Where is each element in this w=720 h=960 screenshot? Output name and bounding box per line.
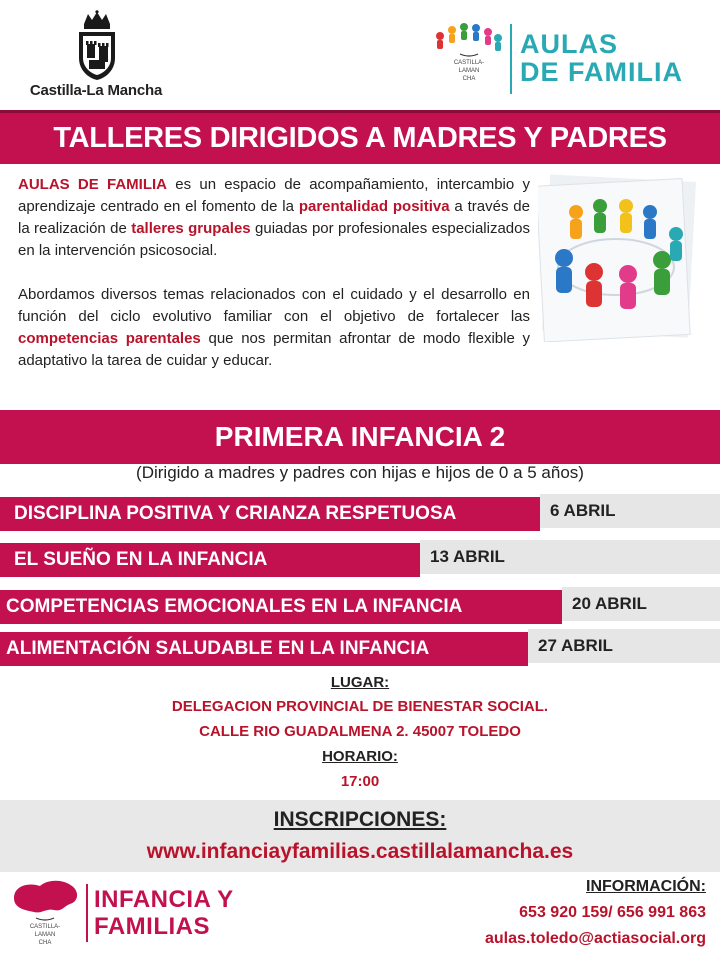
workshop-date: 6 ABRIL (540, 494, 720, 528)
people-circle-logo-icon (430, 22, 508, 92)
registration-link[interactable]: www.infanciayfamilias.castillalamancha.es (146, 840, 574, 863)
title-band (0, 110, 720, 164)
intro-paragraph-1 (18, 174, 530, 262)
info-email[interactable]: aulas.toledo@actiasocial.org (485, 930, 706, 947)
footer-title-line1: INFANCIA Y (94, 886, 234, 913)
section-band (0, 410, 720, 464)
schedule-time: 17:00 (340, 773, 380, 790)
workshop-date: 20 ABRIL (562, 587, 720, 621)
info-label: INFORMACIÓN: (586, 878, 706, 895)
intro-text (18, 174, 530, 394)
workshop-name: ALIMENTACIÓN SALUDABLE EN LA INFANCIA (0, 632, 528, 666)
intro-text-span: que nos permitan afrontar de modo flexible y adaptativo la tarea de cuidar y educar. (18, 330, 530, 369)
svg-text:LAMAN: LAMAN (458, 68, 480, 74)
aulas-de-familia-title (520, 30, 683, 86)
castilla-la-mancha-red-logo-icon (6, 876, 84, 948)
svg-text:LAMAN: LAMAN (34, 932, 56, 938)
footer-divider (86, 884, 88, 942)
section-title: PRIMERA INFANCIA 2 (214, 421, 506, 452)
intro-highlight: parentalidad positiva (298, 198, 450, 215)
workshop-date: 13 ABRIL (420, 540, 720, 574)
intro-highlight: competencias parentales (18, 330, 201, 347)
intro-text-span: Abordamos diversos temas relacionados con el cuidado y el desarrollo en función del ciclo evolutivo familiar con el objetivo de fortalecer las (18, 286, 530, 325)
intro-paragraph-2 (18, 284, 530, 372)
intro-text-span: a través de la realización de (18, 198, 530, 237)
infancia-y-familias-title (94, 886, 234, 940)
location-line-1: DELEGACION PROVINCIAL DE BIENESTAR SOCIAL. (171, 698, 549, 715)
footer-title-line2: FAMILIAS (94, 913, 210, 940)
intro-text-span: guiadas por profesionales especializados en la intervención psicosocial. (18, 220, 530, 259)
page-title: TALLERES DIRIGIDOS A MADRES Y PADRES (53, 122, 667, 154)
crest-name: Castilla-La Mancha (29, 82, 163, 99)
svg-text:CASTILLA-: CASTILLA- (29, 924, 61, 930)
svg-text:CHA: CHA (38, 940, 52, 946)
intro-highlight: talleres grupales (131, 220, 251, 237)
castilla-la-mancha-crest-icon (62, 10, 132, 82)
info-phone[interactable]: 653 920 159/ 656 991 863 (519, 904, 706, 921)
figures-holding-hands-icon (538, 172, 696, 342)
intro-text-span: es un espacio de acompañamiento, intercambio y aprendizaje centrado en el fomento de la (18, 176, 530, 215)
svg-text:CHA: CHA (462, 76, 476, 82)
workshop-date: 27 ABRIL (528, 629, 720, 663)
svg-text:CASTILLA-: CASTILLA- (453, 60, 485, 66)
workshop-name: COMPETENCIAS EMOCIONALES EN LA INFANCIA (0, 590, 562, 624)
registration-label: INSCRIPCIONES: (273, 808, 447, 831)
schedule-label: HORARIO: (322, 748, 398, 765)
aulas-title-line1: AULAS (520, 29, 618, 59)
workshop-name: DISCIPLINA POSITIVA Y CRIANZA RESPETUOSA (0, 497, 540, 531)
location-label: LUGAR: (330, 674, 390, 691)
aulas-logo-divider (510, 24, 512, 94)
aulas-title-line2: DE FAMILIA (520, 57, 683, 87)
location-line-2: CALLE RIO GUADALMENA 2. 45007 TOLEDO (199, 723, 521, 740)
section-subtitle: (Dirigido a madres y padres con hijas e hijos de 0 a 5 años) (136, 463, 584, 482)
intro-highlight: AULAS DE FAMILIA (18, 176, 168, 193)
workshop-name: EL SUEÑO EN LA INFANCIA (0, 543, 420, 577)
